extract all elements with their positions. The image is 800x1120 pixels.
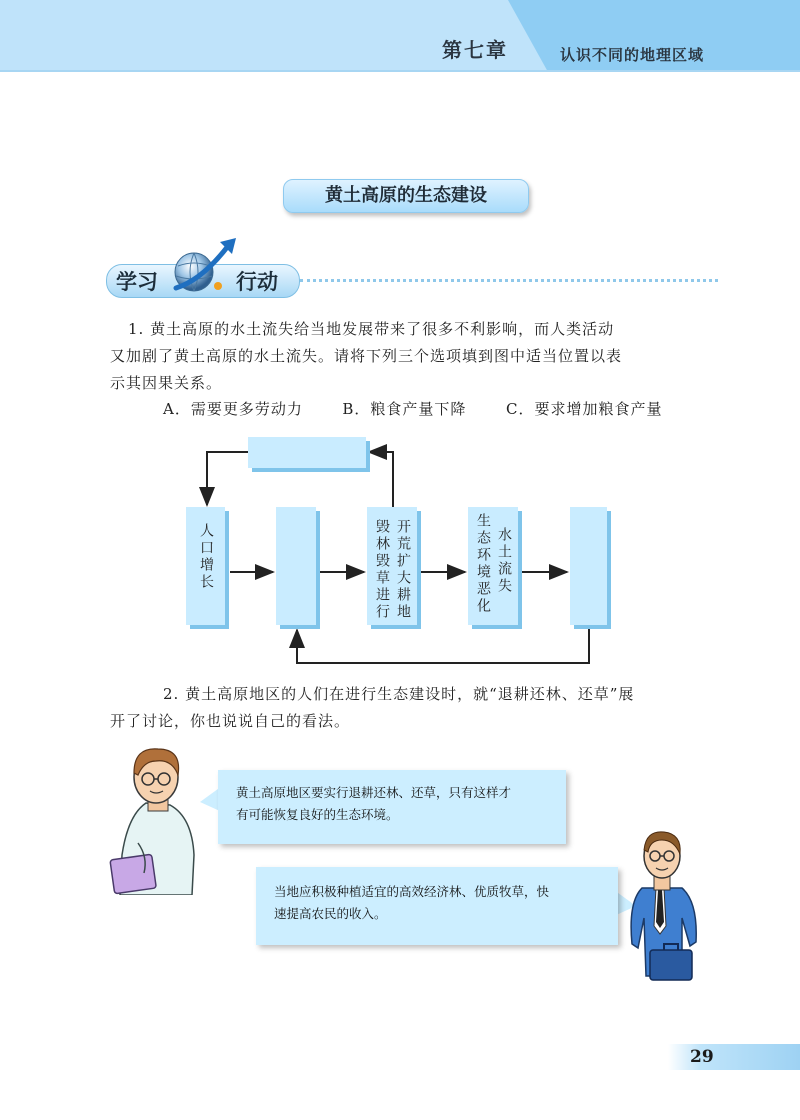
box-soil-erosion: [468, 507, 518, 625]
bubble-1-line-1: 黄土高原地区要实行退耕还林、还草，只有这样才: [236, 785, 512, 800]
blank-box-top[interactable]: [248, 437, 366, 468]
question-2-line-2: 开了讨论，你也说说自己的看法。: [110, 712, 351, 730]
speech-bubble-2: [256, 867, 618, 945]
section-title: 黄土高原的生态建设: [283, 179, 529, 213]
blank-box-right[interactable]: [570, 507, 607, 625]
option-b: B．粮食产量下降: [342, 400, 467, 418]
page-number: 29: [690, 1047, 714, 1067]
option-a: A．需要更多劳动力: [163, 400, 303, 418]
bubble-1-line-2: 有可能恢复良好的生态环境。: [236, 807, 399, 822]
question-1-text-3: 示其因果关系。: [110, 374, 223, 392]
box-erosion-label-2: 生态环境恶化: [475, 513, 491, 615]
speech-bubble-1: [218, 770, 566, 844]
box-erosion-label-1: 水土流失: [496, 527, 512, 595]
option-c: C．要求增加粮食产量: [506, 400, 663, 418]
chapter-title: 认识不同的地理区域: [560, 46, 705, 64]
banner-word-study: 学习: [116, 270, 158, 294]
question-1-line-1: 1. 黄土高原的水土流失给当地发展带来了很多不利影响，而人类活动: [128, 320, 615, 338]
chapter-label: 第七章: [442, 38, 508, 62]
box-reclaim-label-1: 开荒扩大耕地: [395, 519, 411, 621]
bubble-2-line-2: 速提高农民的收入。: [274, 906, 387, 921]
question-2-line-1: 2. 黄土高原地区的人们在进行生态建设时，就“退耕还林、还草”展: [163, 685, 635, 703]
box-population-growth: [186, 507, 225, 625]
box-population-label: 人口增长: [198, 523, 214, 591]
box-reclaim-label-2: 毁林毁草进行: [374, 519, 390, 621]
blank-box-middle[interactable]: [276, 507, 316, 625]
question-1-text-2: 又加剧了黄土高原的水土流失。请将下列三个选项填到图中适当位置以表: [110, 347, 623, 365]
teacher-character-illustration: [620, 826, 702, 986]
page-number-band: [668, 1044, 800, 1070]
box-reclaim-land: [367, 507, 417, 625]
student-character-illustration: [108, 745, 216, 895]
banner-word-action: 行动: [236, 270, 278, 294]
bubble-2-line-1: 当地应积极种植适宜的高效经济林、优质牧草，快: [274, 884, 550, 899]
